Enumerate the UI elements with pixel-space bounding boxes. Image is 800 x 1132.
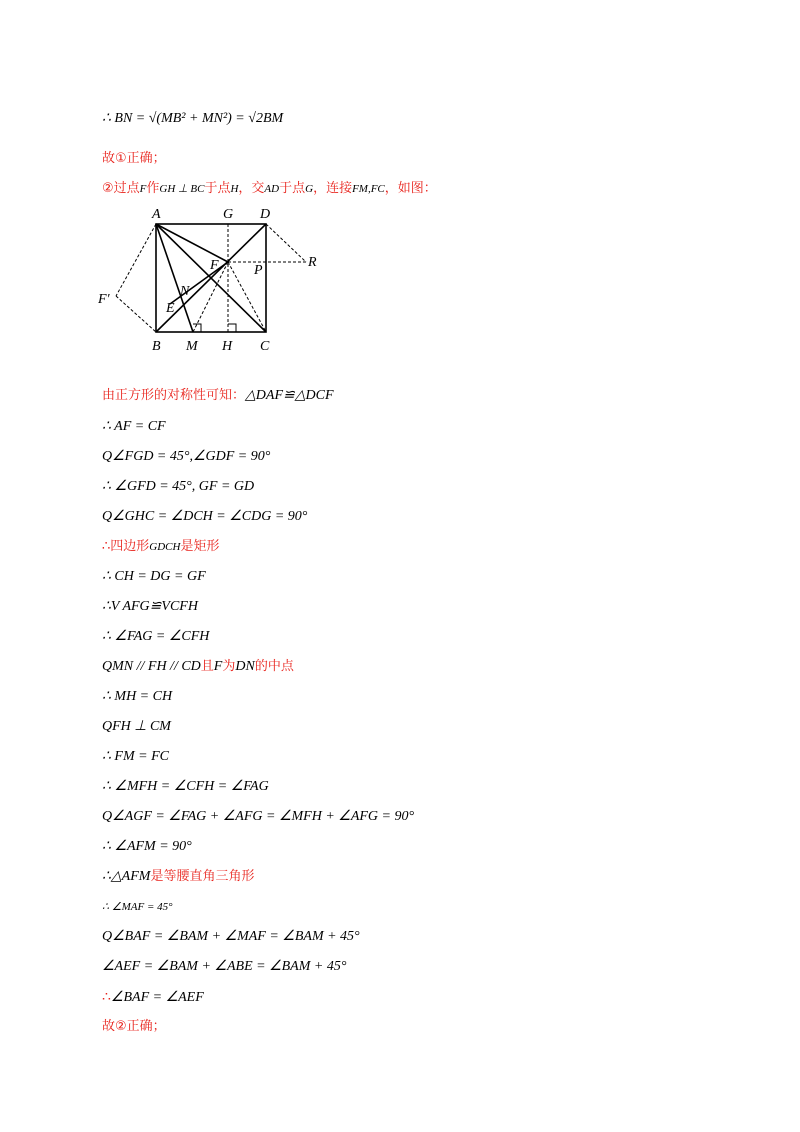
step-af-cf: ∴ AF = CF [102, 419, 166, 434]
step-2-intro: ②过点F作GH ⊥ BC于点H，交AD于点G，连接FM,FC，如图： [102, 181, 437, 196]
step-aef: ∠AEF = ∠BAM + ∠ABE = ∠BAM + 45° [102, 959, 347, 974]
step-gfd: ∴ ∠GFD = 45°, GF = GD [102, 479, 255, 494]
conclusion-1: 故①正确； [102, 151, 166, 166]
label-r: R [308, 255, 317, 270]
step-isosceles: ∴△AFM是等腰直角三角形 [102, 869, 255, 884]
label-f: F [210, 258, 219, 273]
label-g: G [223, 207, 234, 222]
line-bf-prime [116, 296, 156, 332]
step-fag: ∴ ∠FAG = ∠CFH [102, 629, 210, 644]
label-d: D [260, 207, 271, 222]
label-c: C [260, 339, 270, 354]
step-fgd: Q∠FGD = 45°,∠GDF = 90° [102, 449, 271, 464]
step-ch-dg: ∴ CH = DG = GF [102, 569, 206, 584]
step-congruent: ∴V AFG≌VCFH [102, 599, 198, 614]
right-angle-h [228, 324, 236, 332]
step-baf-aef: ∴∠BAF = ∠AEF [102, 989, 204, 1005]
line-af-prime [116, 224, 156, 296]
step-agf: Q∠AGF = ∠FAG + ∠AFG = ∠MFH + ∠AFG = 90° [102, 809, 415, 824]
step-ghc: Q∠GHC = ∠DCH = ∠CDG = 90° [102, 509, 308, 524]
label-f-prime: F′ [98, 292, 110, 307]
label-h: H [222, 339, 233, 354]
label-n: N [180, 284, 190, 299]
label-e: E [166, 301, 175, 316]
label-a: A [152, 207, 161, 222]
label-m: M [186, 339, 198, 354]
step-mfh: ∴ ∠MFH = ∠CFH = ∠FAG [102, 779, 269, 794]
step-mh-ch: ∴ MH = CH [102, 689, 173, 704]
right-angle-m [193, 324, 201, 332]
step-parallel: QMN // FH // CD且F为DN的中点 [102, 659, 294, 674]
line-dr [266, 224, 306, 262]
step-fh-perp: QFH ⊥ CM [102, 719, 171, 734]
step-baf: Q∠BAF = ∠BAM + ∠MAF = ∠BAM + 45° [102, 929, 360, 944]
geometry-diagram [98, 204, 338, 364]
label-b: B [152, 339, 161, 354]
step-rectangle: ∴四边形GDCH是矩形 [102, 539, 220, 554]
label-p: P [254, 263, 263, 278]
step-maf: ∴ ∠MAF = 45° [102, 901, 173, 913]
step-fm-fc: ∴ FM = FC [102, 749, 169, 764]
symmetry-statement: 由正方形的对称性可知：△DAF≌△DCF [102, 388, 334, 403]
step-afm: ∴ ∠AFM = 90° [102, 839, 192, 854]
conclusion-2: 故②正确； [102, 1019, 166, 1034]
formula-bn: ∴ BN = √(MB² + MN²) = √2BM [102, 111, 284, 126]
line-ef [170, 262, 228, 304]
